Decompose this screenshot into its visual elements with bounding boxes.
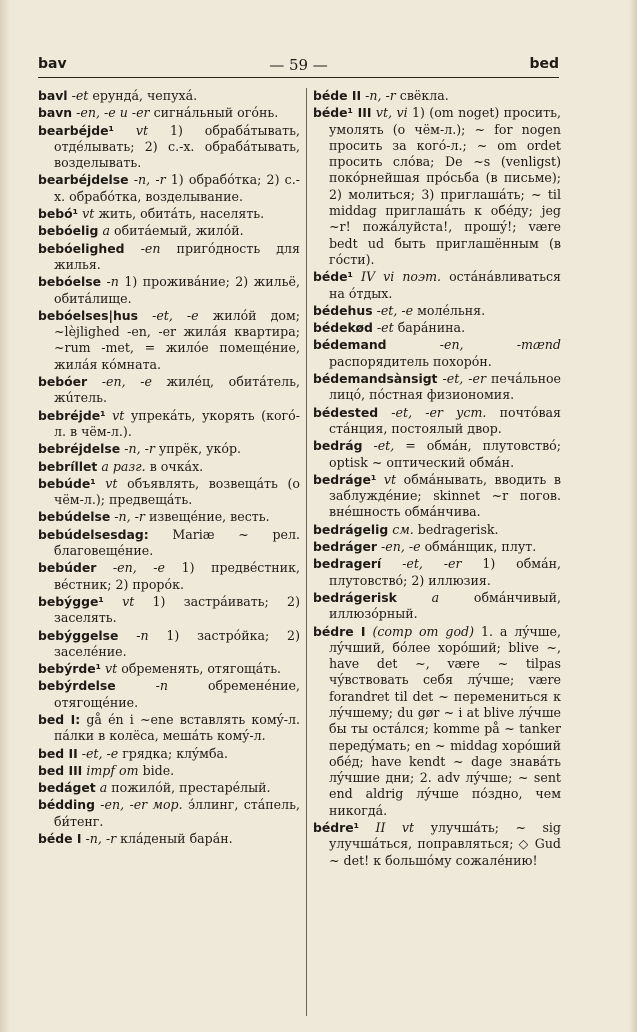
entry-definition: жилéц, обитáтель, жúтель.: [54, 374, 300, 406]
dictionary-entry: [38, 678, 300, 711]
entry-definition: упрёк, укóр.: [158, 441, 242, 457]
dictionary-entry: [38, 746, 300, 762]
dictionary-entry: [38, 763, 300, 779]
dictionary-entry: [313, 438, 561, 471]
entry-headword: bedrágerisk: [313, 589, 397, 605]
entry-grammar: -et: [71, 88, 89, 103]
page-header: [38, 54, 559, 76]
entry-grammar: vt: [105, 475, 118, 491]
entry-headword: bed I:: [38, 711, 81, 727]
entry-grammar: -en, -e: [381, 539, 421, 555]
dictionary-entry: [38, 274, 300, 307]
entry-definition: 1) обрабáтывать, отдéлывать; 2) с.-х. обрабáтывать, возделывать.: [54, 122, 300, 171]
entry-definition: жить, обитáть, населять.: [98, 206, 265, 222]
entry-grammar: vt: [122, 593, 135, 609]
dictionary-entry: [38, 594, 300, 627]
entry-definition: остáнáвливаться на óтдых.: [329, 269, 561, 301]
entry-headword: bedráger: [313, 539, 377, 555]
dictionary-entry: [38, 527, 300, 560]
entry-grammar: -en, -e и -er: [76, 105, 150, 121]
dictionary-entry: [38, 459, 300, 475]
right-column: [313, 88, 561, 1022]
entry-definition: молéльня.: [417, 302, 486, 318]
dictionary-entry: [313, 337, 561, 370]
page-number: — 59 —: [269, 56, 328, 74]
entry-definition: gå én i ~ene вставлять комý-л. пáлки в колёса, мешáть комý-л.: [54, 711, 300, 744]
entry-definition: обмáнчивый, иллюзóрный.: [329, 589, 561, 622]
entry-headword: béde II: [313, 88, 362, 103]
entry-grammar: -et, -e: [376, 302, 414, 318]
dictionary-entry: [313, 303, 561, 319]
entry-headword: bebóelighed: [38, 240, 125, 256]
entry-grammar: -n, -r: [133, 172, 166, 188]
entry-headword: bédding: [38, 797, 95, 813]
entry-definition: распорядитель похорóн.: [329, 353, 492, 369]
entry-headword: bearbéjde¹: [38, 122, 114, 138]
dictionary-entry: [38, 628, 300, 661]
dictionary-entry: [313, 539, 561, 555]
entry-headword: bedráge¹: [313, 471, 377, 487]
entry-definition: 1) (om noget) просить, умолять (о чём-л.); ~ for nogen просить за когó-л.; ~ om ordet просить слóва; De ~s (venligst) покóрнейшая прóсьба (в письме); 2) молиться; 3) приглашáть; ~ til middag приглашáть к обéду; jeg ~r! пожáлуйста!, прошý!; være bedt ud быть приглашённым (в гóсти).: [329, 105, 561, 267]
dictionary-entry: [38, 241, 300, 274]
dictionary-entry: [38, 797, 300, 830]
entry-grammar: -et, -e: [152, 307, 199, 323]
entry-definition: обмáнывать, вводить в заблуждéние; skinnet ~r погов. внéшность обмáнчива.: [329, 471, 561, 520]
entry-headword: bebýrde¹: [38, 661, 102, 677]
entry-definition: 1) обрабóтка; 2) с.-х. обрабóтка, возделывание.: [54, 172, 300, 204]
left-column: [38, 88, 300, 1022]
dictionary-entry: [38, 308, 300, 373]
entry-headword: bebréjde¹: [38, 407, 106, 423]
entry-definition: свёкла.: [399, 88, 449, 103]
entry-definition: печáльное лицó, пóстная физиономия.: [329, 371, 561, 403]
entry-headword: bebúde¹: [38, 475, 96, 491]
entry-grammar: II vt: [375, 820, 415, 836]
entry-headword: bed II: [38, 745, 78, 761]
entry-grammar: -et, =: [373, 438, 416, 454]
dictionary-entry: [313, 624, 561, 820]
entry-definition: в очкáх.: [149, 458, 204, 474]
entry-definition: обременять, отягощáть.: [121, 661, 282, 677]
entry-grammar: -et, -er: [402, 556, 462, 572]
dictionary-entry: [38, 476, 300, 509]
entry-headword: bearbéjdelse: [38, 172, 129, 188]
entry-definition: 1) предвéстник, вéстник; 2) прорóк.: [54, 560, 300, 592]
dictionary-entry: [38, 661, 300, 677]
entry-headword: bebréjdelse: [38, 441, 121, 457]
dictionary-entry: [313, 820, 561, 869]
dictionary-entry: [38, 509, 300, 525]
entry-grammar: (comp om god): [372, 623, 475, 639]
entry-headword: bedáget: [38, 780, 96, 796]
dictionary-entry: [313, 88, 561, 104]
entry-definition: 1) проживáние; 2) жильё, обитáлище.: [54, 274, 300, 306]
dictionary-entry: [38, 831, 300, 847]
entry-grammar: -et, -er уст.: [391, 404, 487, 420]
entry-headword: bavn: [38, 105, 73, 121]
entry-grammar: -n, -r: [124, 441, 155, 457]
entry-headword: béde I: [38, 831, 82, 847]
entry-definition: обременéние, отягощéние.: [54, 678, 300, 710]
entry-grammar: vt: [135, 122, 149, 138]
entry-grammar: vt, vi: [375, 105, 408, 121]
dictionary-entry: [38, 408, 300, 441]
entry-definition: пригóдность для жилья.: [54, 240, 300, 272]
entry-definition: 1. a лýчше, лýчший, бóлее хорóший; blive ~, have det ~, være ~ tilpas чýвствовать себя лýчше; være forandret til det ~ перемениться к лýчшему; du gør ~ i at blive лýчше бы ты остáлся; komme på ~ tanker передýмать; en ~ middag хорóший обéд; have kendt ~ dage знавáть лýчшие дни; 2. adv лýчше; ~ sent end aldrig лýчше пóздно, чем никогдá.: [329, 623, 561, 818]
entry-headword: bavl: [38, 88, 68, 103]
entry-grammar: vt: [383, 471, 397, 487]
entry-headword: béde¹ III: [313, 105, 372, 121]
entry-headword: béde¹: [313, 269, 353, 285]
entry-grammar: -en, -mænd: [439, 337, 561, 353]
dictionary-entry: [313, 556, 561, 589]
entry-definition: пожилóй, престарéлый.: [111, 780, 271, 796]
entry-definition: 1) застрáивать; 2) заселять.: [54, 593, 300, 626]
dictionary-entry: [38, 560, 300, 593]
entry-headword: bédehus: [313, 302, 373, 318]
entry-headword: bebýggelse: [38, 627, 119, 643]
entry-definition: обмáн, плутовствó; optisk ~ оптический обмáн.: [329, 438, 561, 470]
entry-definition: 1) застрóйка; 2) заселéние.: [54, 627, 300, 659]
entry-grammar: -en, -e: [112, 560, 166, 576]
entry-grammar: a: [99, 780, 108, 796]
entry-definition: Mariæ ~ рел. благовещéние.: [54, 526, 300, 559]
dictionary-entry: [38, 88, 300, 104]
header-rule: [38, 77, 559, 78]
entry-definition: э́ллинг, стáпель, би́тенг.: [54, 797, 300, 829]
entry-grammar: a: [102, 223, 110, 239]
entry-grammar: IV vi поэт.: [361, 269, 442, 285]
entry-grammar: -n: [155, 678, 168, 694]
dictionary-entry: [313, 522, 561, 538]
entry-grammar: -et: [376, 320, 394, 336]
entry-grammar: -n, -r: [85, 831, 117, 847]
entry-headword: bedrág: [313, 438, 363, 454]
dictionary-entry: [313, 371, 561, 404]
entry-headword: bebríllet: [38, 458, 98, 474]
dictionary-entry: [313, 105, 561, 268]
entry-grammar: -en, -e: [101, 374, 152, 390]
entry-definition: почтóвая стáнция, постоялый двор.: [329, 404, 561, 436]
dictionary-entry: [38, 712, 300, 745]
entry-definition: грядка; клýмба.: [122, 745, 229, 761]
dictionary-entry: [313, 590, 561, 623]
entry-headword: bédested: [313, 404, 379, 420]
entry-grammar: см.: [392, 521, 414, 537]
entry-headword: bebýgge¹: [38, 593, 104, 609]
running-head-left: bav: [38, 56, 67, 72]
entry-grammar: -et, -e: [81, 745, 119, 761]
entry-grammar: vt: [105, 661, 118, 677]
entry-headword: bédre I: [313, 623, 366, 639]
entry-grammar: a разг.: [101, 458, 146, 474]
entry-grammar: vt: [112, 407, 125, 423]
entry-headword: bebúdelsesdag:: [38, 526, 149, 542]
entry-grammar: a: [431, 589, 440, 605]
entry-grammar: -en, -er мор.: [100, 797, 183, 813]
entry-definition: обмáнщик, плут.: [424, 539, 537, 555]
dictionary-entry: [313, 405, 561, 438]
entry-headword: bebóelig: [38, 223, 99, 239]
entry-definition: 1) обмáн, плутовствó; 2) иллюзия.: [329, 556, 561, 588]
entry-grammar: impf om: [86, 762, 139, 778]
dictionary-entry: [38, 374, 300, 407]
entry-definition: ерундá, чепухá.: [92, 88, 198, 103]
entry-definition: упрекáть, укорять (когó-л. в чём-л.).: [54, 407, 300, 439]
entry-headword: bédemandsànsigt: [313, 371, 438, 387]
dictionary-entry: [38, 441, 300, 457]
entry-headword: bebýrdelse: [38, 678, 116, 694]
dictionary-entry: [38, 172, 300, 205]
entry-headword: bebúdelse: [38, 509, 111, 525]
dictionary-entry: [313, 472, 561, 521]
entry-grammar: vt: [82, 206, 95, 222]
entry-headword: bebóer: [38, 374, 88, 390]
entry-grammar: -en: [140, 240, 161, 256]
entry-headword: bédre¹: [313, 820, 360, 836]
running-head-right: bed: [529, 56, 559, 72]
entry-headword: bebóelse: [38, 274, 102, 290]
dictionary-entry: [38, 123, 300, 172]
entry-headword: bédekød: [313, 320, 373, 336]
dictionary-entry: [38, 223, 300, 239]
entry-headword: bebó¹: [38, 206, 79, 222]
entry-grammar: -n: [136, 627, 149, 643]
column-divider: [306, 88, 307, 1016]
dictionary-entry: [38, 105, 300, 121]
entry-grammar: -et, -er: [442, 371, 487, 387]
entry-headword: bed III: [38, 762, 83, 778]
dictionary-entry: [313, 269, 561, 302]
dictionary-entry: [38, 780, 300, 796]
entry-definition: bide.: [142, 762, 175, 778]
entry-grammar: -n, -r: [114, 509, 145, 525]
entry-definition: сигнáльный огóнь.: [153, 105, 279, 121]
entry-grammar: -n, -r: [365, 88, 396, 103]
entry-headword: bedragerí: [313, 556, 382, 572]
entry-grammar: -n: [106, 274, 119, 290]
entry-headword: bedrágelig: [313, 521, 389, 537]
entry-definition: барáнина.: [397, 320, 466, 336]
dictionary-entry: [38, 206, 300, 222]
entry-definition: объявлять, возвещáть (о чём-л.); предвещáть.: [54, 475, 300, 508]
entry-definition: обитáемый, жилóй.: [113, 223, 244, 239]
entry-definition: извещéние, весть.: [148, 509, 270, 525]
entry-definition: клáденый барáн.: [120, 831, 233, 847]
entry-definition: bedragerisk.: [417, 521, 499, 537]
entry-definition: улучшáть; ~ sig улучшáться, поправляться; ◇ Gud ~ det! к большóму сожалéнию!: [329, 820, 561, 868]
entry-definition: жилóй дом; ~lèjlighed -en, -er жилáя квартира; ~rum -met, = жилóе помещéние, жилáя кóмната.: [54, 307, 300, 372]
entry-headword: bédemand: [313, 337, 387, 353]
dictionary-entry: [313, 320, 561, 336]
entry-headword: bebóelses|hus: [38, 307, 139, 323]
entry-headword: bebúder: [38, 560, 97, 576]
